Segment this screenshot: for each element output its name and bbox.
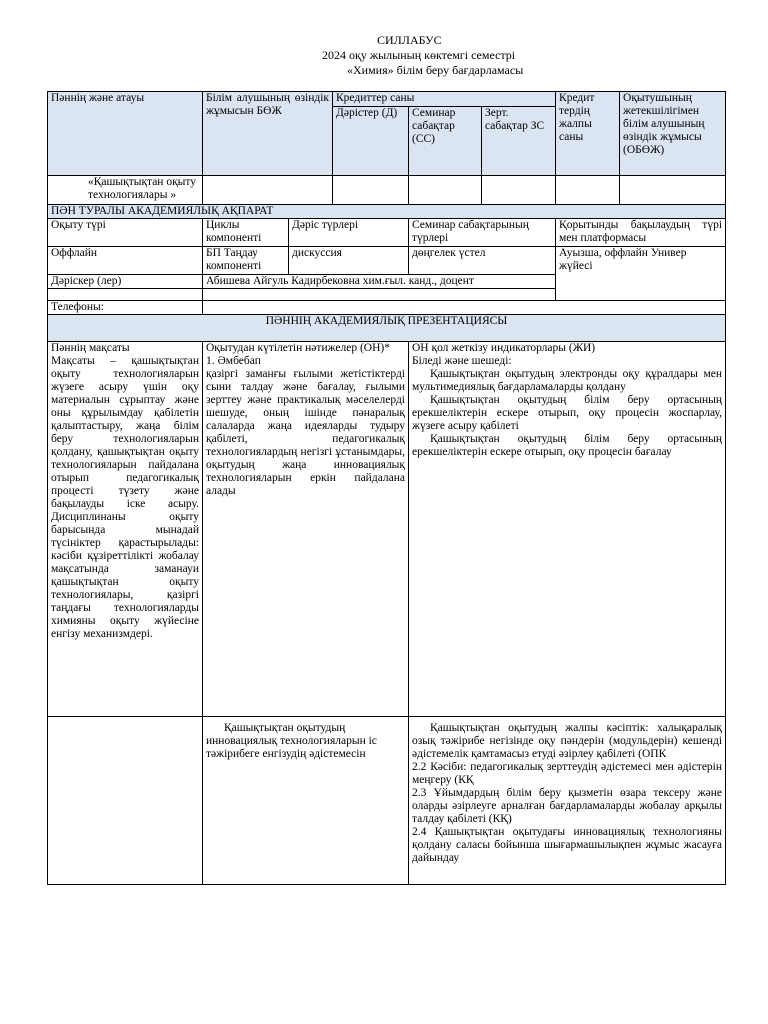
empty-cell bbox=[48, 289, 203, 301]
course-labs bbox=[482, 176, 556, 205]
phone-row bbox=[48, 301, 726, 315]
header-total-credits: Кредит тердің жалпы саны bbox=[556, 92, 620, 176]
section-title-academic-info: ПӘН ТУРАЛЫ АКАДЕМИЯЛЫҚ АҚПАРАТ bbox=[48, 205, 726, 219]
syllabus-table bbox=[47, 91, 726, 885]
indicator-2: Қашықтықтан оқытудың білім беру ортасының ерекшеліктерін ескере отырып, оқу процесін жоспарлау, жүзеге асыру қабілеті bbox=[412, 394, 723, 432]
lecturer-label: Дәріскер (лер) bbox=[48, 275, 203, 289]
final-control-label: Қорытынды бақылаудың түрі мен платформасы bbox=[556, 219, 726, 247]
cycle-label: Циклы компоненті bbox=[203, 219, 289, 247]
indicators-subtitle: Біледі және шешеді: bbox=[412, 355, 512, 367]
cycle-value: БП Таңдау компоненті bbox=[203, 247, 289, 275]
header-credits: Кредиттер саны bbox=[333, 92, 556, 107]
document-title: СИЛЛАБУС bbox=[377, 33, 442, 47]
header-lectures: Дәрістер (Д) bbox=[333, 107, 409, 176]
outcomes-cell bbox=[203, 342, 409, 717]
section-academic-info bbox=[48, 205, 726, 219]
competency-4: 2.4 Қашықтықтан оқытудағы инновациялық технологияны қолдану саласы бойынша шығармашылықпен жұмыс жасауға дайындау bbox=[412, 826, 723, 864]
study-form-label: Оқыту түрі bbox=[48, 219, 203, 247]
goal-cell bbox=[48, 342, 203, 717]
competencies-middle-text: Қашықтықтан оқытудың инновациялық технологияларын іс тәжірибеге енгізудің әдістемесін bbox=[206, 722, 377, 760]
header-srs: Білім алушының өзіндік жұмысын БӨЖ bbox=[203, 92, 333, 176]
course-row bbox=[48, 176, 726, 205]
program-line: «Химия» білім беру бағдарламасы bbox=[347, 63, 524, 77]
outcome-1: 1. Әмбебап bbox=[206, 355, 261, 367]
outcome-text: қазіргі заманғы ғылыми жетістіктерді сыни талдау және бағалау, ғылыми зерттеу және практикалық мәселелерді шешуде, оның ішінде пәнаралық салаларда жаңа идеяларды тудыру қабілеті, педагогикалық технологиялардың негізгі ұстанымдары, оқытудың жаңа инновациялық технологияларын еркін пайдалана алады bbox=[206, 368, 405, 497]
phone-value bbox=[203, 301, 726, 315]
goal-text: Мақсаты – қашықтықтан оқыту технологияларын жүзеге асыру үшін оқу материалын сұрыптау және оны құрылымдау қабілетін қалыптастыру, жаңа білім беру технологияларын қолдану, қашықтықтан оқыту технологияларын пайдалана отырып педагогикалық процесті түзету және бақылауды іске асыру. Дисциплинаны оқыту барысында мынадай түсініктер қарастырылады: кәсіби құзіреттілікті жобалау мақсатында заманауи қашықтықтан оқыту технологиялары, қазіргі таңдағы технологияларды химияны оқыту жүйесіне енгізу механизмдері. bbox=[51, 355, 199, 640]
info-row-2 bbox=[48, 247, 726, 275]
lecturer-value: Абишева Айгуль Кадирбековна хим.ғыл. канд., доцент bbox=[203, 275, 556, 289]
competencies-middle bbox=[203, 717, 409, 885]
course-srsp bbox=[620, 176, 726, 205]
indicator-3: Қашықтықтан оқытудың білім беру ортасының ерекшеліктерін ескере отырып, оқу процесін бағалау bbox=[412, 433, 723, 458]
header-srsp: Оқытушының жетекшілігімен білім алушының өзіндік жұмысы (ОБӨЖ) bbox=[620, 92, 726, 176]
course-lectures bbox=[333, 176, 409, 205]
competencies-right bbox=[409, 717, 726, 885]
goal-title: Пәннің мақсаты bbox=[51, 342, 130, 354]
indicators-title: ОН қол жеткізу индикаторлары (ЖИ) bbox=[412, 342, 596, 354]
info-row-1 bbox=[48, 219, 726, 247]
indicators-cell bbox=[409, 342, 726, 717]
competency-3: 2.3 Ұйымдардың білім беру қызметін өзара тексеру және оларды әзірлеуге арналған бағдарламаларды жобалау арқылы талдау қабілеті (КҚ) bbox=[412, 787, 723, 825]
course-srs bbox=[203, 176, 333, 205]
section-title-presentation: ПӘННІҢ АКАДЕМИЯЛЫҚ ПРЕЗЕНТАЦИЯСЫ bbox=[48, 315, 726, 342]
indicator-1: Қашықтықтан оқытудың электронды оқу құралдары мен мультимедиялық бағдарламаларды қолдану bbox=[412, 368, 723, 393]
header-labs: Зерт. сабақтар ЗС bbox=[482, 107, 556, 176]
course-total bbox=[556, 176, 620, 205]
phone-label: Телефоны: bbox=[48, 301, 203, 315]
seminar-types-label: Семинар сабақтарының түрлері bbox=[409, 219, 556, 247]
outcomes-title: Оқытудан күтілетін нәтижелер (ОН)* bbox=[206, 342, 390, 354]
final-control-value: Ауызша, оффлайн Универ жүйесі bbox=[556, 247, 726, 301]
header-seminars: Семинар сабақтар (СС) bbox=[409, 107, 482, 176]
header-row bbox=[48, 92, 726, 107]
competencies-empty bbox=[48, 717, 203, 885]
lecture-types-label: Дәріс түрлері bbox=[289, 219, 409, 247]
empty-cell bbox=[203, 289, 556, 301]
lecture-types-value: дискуссия bbox=[289, 247, 409, 275]
semester-line: 2024 оқу жылының көктемгі семестрі bbox=[322, 48, 516, 62]
header-course-name: Пәннің және атауы bbox=[48, 92, 203, 176]
goals-row bbox=[48, 342, 726, 717]
competencies-row bbox=[48, 717, 726, 885]
study-form-value: Оффлайн bbox=[48, 247, 203, 275]
section-presentation bbox=[48, 315, 726, 342]
competency-2: 2.2 Кәсіби: педагогикалық зерттеудің әдістемесі мен әдістерін меңгеру (КҚ bbox=[412, 761, 723, 786]
seminar-types-value: дөңгелек үстел bbox=[409, 247, 556, 275]
course-seminars bbox=[409, 176, 482, 205]
competency-1: Қашықтықтан оқытудың жалпы кәсіптік: халықаралық озық тәжірибе негізінде оқу пәндерін (модульдерін) кешенді әдістемелік қамтамасыз етуді әзірлеу қабілеті (ОПК bbox=[412, 722, 723, 760]
course-name: «Қашықтықтан оқыту технологиялары » bbox=[48, 176, 203, 205]
